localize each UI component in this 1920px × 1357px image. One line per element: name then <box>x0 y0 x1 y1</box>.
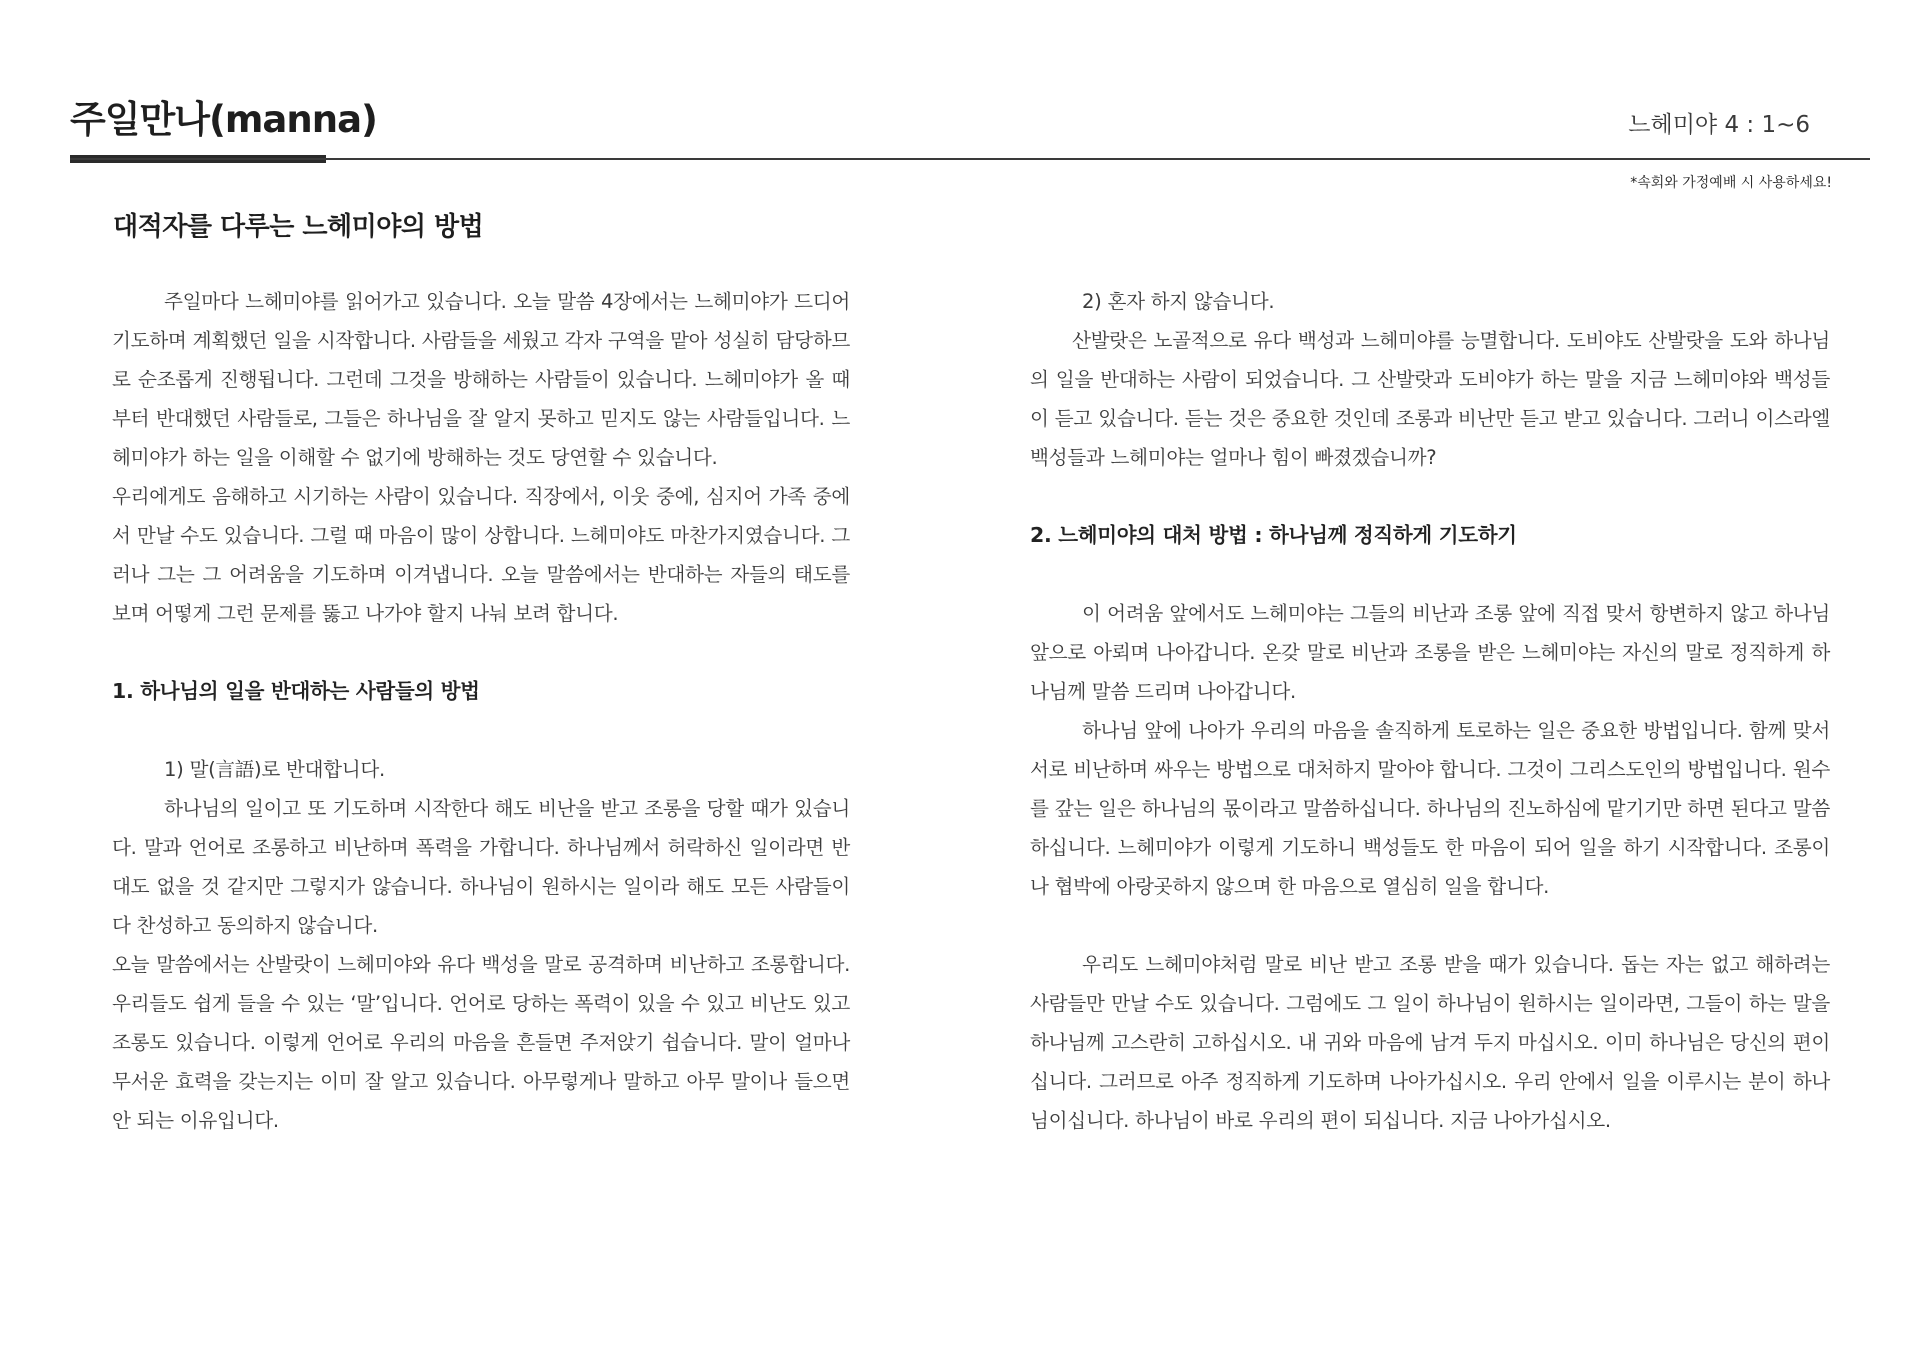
point-1-paragraph-1: 하나님의 일이고 또 기도하며 시작한다 해도 비난을 받고 조롱을 당할 때가 있습니다. 말과 언어로 조롱하고 비난하며 폭력을 가합니다. 하나님께서 허락하신 일이라면 반대도 없을 것 같지만 그렇지가 않습니다. 하나님이 원하시는 일이라 해도 모든 사람들이 다 찬성하고 동의하지 않습니다. <box>112 797 850 937</box>
spacer <box>1030 555 1830 594</box>
spacer <box>1030 477 1830 516</box>
right-column <box>1030 282 1830 1140</box>
sermon-title: 대적자를 다루는 느헤미야의 방법 <box>113 212 484 242</box>
masthead-title: 주일만나(manna) <box>70 98 377 141</box>
section-2-heading: 2. 느헤미야의 대처 방법 : 하나님께 정직하게 기도하기 <box>1030 523 1517 547</box>
point-1-label: 1) 말(言語)로 반대합니다. <box>164 758 385 781</box>
point-1-paragraph-2: 오늘 말씀에서는 산발랏이 느헤미야와 유다 백성을 말로 공격하며 비난하고 조롱합니다. 우리들도 쉽게 들을 수 있는 ‘말’입니다. 언어로 당하는 폭력이 있을 수 있고 비난도 있고 조롱도 있습니다. 이렇게 언어로 우리의 마음을 흔들면 주저앉기 쉽습니다. 말이 얼마나 무서운 효력을 갖는지는 이미 잘 알고 있습니다. 아무렇게나 말하고 아무 말이나 들으면 안 되는 이유입니다. <box>112 953 850 1132</box>
intro-paragraph-2: 우리에게도 음해하고 시기하는 사람이 있습니다. 직장에서, 이웃 중에, 심지어 가족 중에서 만날 수도 있습니다. 그럴 때 마음이 많이 상합니다. 느헤미야도 마찬가지였습니다. 그러나 그는 그 어려움을 기도하며 이겨냅니다. 오늘 말씀에서는 반대하는 자들의 태도를 보며 어떻게 그런 문제를 뚫고 나가야 할지 나눠 보려 합니다. <box>112 485 850 625</box>
intro-paragraph-1: 주일마다 느헤미야를 읽어가고 있습니다. 오늘 말씀 4장에서는 느헤미야가 드디어 기도하며 계획했던 일을 시작합니다. 사람들을 세웠고 각자 구역을 맡아 성실히 담당하므로 순조롭게 진행됩니다. 그런데 그것을 방해하는 사람들이 있습니다. 느헤미야가 올 때부터 반대했던 사람들로, 그들은 하나님을 잘 알지 못하고 믿지도 않는 사람들입니다. 느헤미야가 하는 일을 이해할 수 없기에 방해하는 것도 당연할 수 있습니다. <box>112 290 850 469</box>
point-2-paragraph: 산발랏은 노골적으로 유다 백성과 느헤미야를 능멸합니다. 도비야도 산발랏을 도와 하나님의 일을 반대하는 사람이 되었습니다. 그 산발랏과 도비야가 하는 말을 지금 느헤미야와 백성들이 듣고 있습니다. 듣는 것은 중요한 것인데 조롱과 비난만 듣고 받고 있습니다. 그러니 이스라엘 백성들과 느헤미야는 얼마나 힘이 빠졌겠습니까? <box>1030 329 1830 469</box>
section-2-paragraph-3: 우리도 느헤미야처럼 말로 비난 받고 조롱 받을 때가 있습니다. 돕는 자는 없고 해하려는 사람들만 만날 수도 있습니다. 그럼에도 그 일이 하나님이 원하시는 일이라면, 그들이 하는 말을 하나님께 고스란히 고하십시오. 내 귀와 마음에 남겨 두지 마십시오. 이미 하나님은 당신의 편이십니다. 그러므로 아주 정직하게 기도하며 나아가십시오. 우리 안에서 일을 이루시는 분이 하나님이십니다. 하나님이 바로 우리의 편이 되십니다. 지금 나아가십시오. <box>1030 953 1830 1132</box>
spacer <box>112 711 850 750</box>
spacer <box>1030 906 1830 945</box>
point-2-label: 2) 혼자 하지 않습니다. <box>1082 290 1275 313</box>
spacer <box>112 633 850 672</box>
section-2-paragraph-1: 이 어려움 앞에서도 느헤미야는 그들의 비난과 조롱 앞에 직접 맞서 항변하지 않고 하나님 앞으로 아뢰며 나아갑니다. 온갖 말로 비난과 조롱을 받은 느헤미야는 자신의 말로 정직하게 하나님께 말씀 드리며 나아갑니다. <box>1030 602 1830 703</box>
usage-note: *속회와 가정예배 시 사용하세요! <box>1630 175 1832 191</box>
left-column <box>112 282 850 1140</box>
section-1-heading: 1. 하나님의 일을 반대하는 사람들의 방법 <box>112 679 480 703</box>
section-2-paragraph-2: 하나님 앞에 나아가 우리의 마음을 솔직하게 토로하는 일은 중요한 방법입니다. 함께 맞서 서로 비난하며 싸우는 방법으로 대처하지 말아야 합니다. 그것이 그리스도인의 방법입니다. 원수를 갚는 일은 하나님의 몫이라고 말씀하십니다. 하나님의 진노하심에 맡기기만 하면 된다고 말씀하십니다. 느헤미야가 이렇게 기도하니 백성들도 한 마음이 되어 일을 하기 시작합니다. 조롱이나 협박에 아랑곳하지 않으며 한 마음으로 열심히 일을 합니다. <box>1030 719 1830 898</box>
header-rule <box>70 158 1870 160</box>
scripture-reference: 느헤미야 4 : 1~6 <box>1628 112 1810 138</box>
